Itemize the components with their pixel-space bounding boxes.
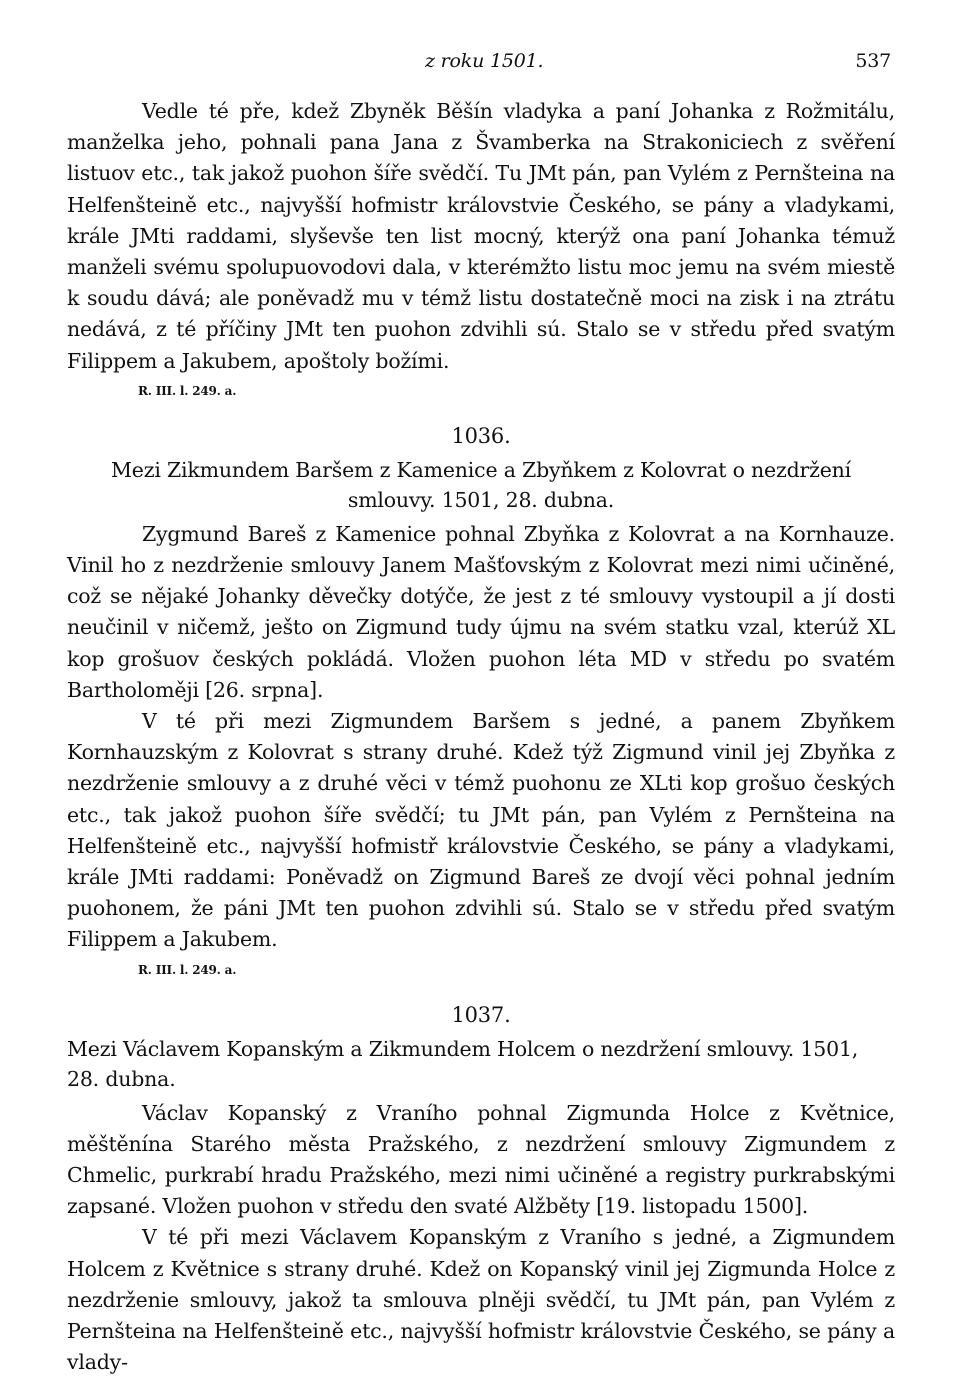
entry-paragraph: V té při mezi Václavem Kopanským z Vraního s jedné, a Zigmundem Holcem z Květnice s strany druhé. Kdež on Kopanský vinil jej Zigmunda Holce z nezdrženie smlouvy, jakož ta smlouva plněji svědčí, tu JMt pán, pan Vylém z Pernšteina na Helfenšteině etc., najvyšší hofmistr královstvie Českého, se pány a vlady- <box>67 1225 895 1375</box>
archive-reference: R. III. l. 249. a. <box>138 962 237 977</box>
archive-reference: R. III. l. 249. a. <box>138 383 237 398</box>
entry-summary: Mezi Zikmundem Baršem z Kamenice a Zbyňkem z Kolovrat o nezdržení smlouvy. 1501, 28. dubna. <box>111 457 851 512</box>
intro-paragraph: Vedle té pře, kdež Zbyněk Běšín vladyka a paní Johanka z Rožmitálu, manželka jeho, pohnali pana Jana z Švamberka na Strakoniciech z svěření listuov etc., tak jakož puohon šíře svědčí. Tu JMt pán, pan Vylém z Pernšteina na Helfenšteině etc., najvyšší hofmistr královstvie Českého, se pány a vladykami, krále JMti raddami, slyševše ten list mocný, kterýž ona paní Johanka témuž manželi svému spolupuovodovi dala, v kterémžto listu moc jemu na svém miestě k soudu dává; ale poněvadž mu v témž listu dostatečně moci na zisk i na ztrátu nedává, z té příčiny JMt ten puohon zdvihli sú. Stalo se v středu před svatým Filippem a Jakubem, apoštoly božími. <box>67 99 895 373</box>
entry-paragraph: Zygmund Bareš z Kamenice pohnal Zbyňka z Kolovrat a na Kornhauze. Vinil ho z nezdrženie smlouvy Janem Mašťovským z Kolovrat mezi nimi učiněné, což se nějaké Johanky děvečky dotýče, že jest z té smlouvy vystoupil a jí dosti neučinil v ničemž, ješto on Zigmund tudy újmu na svém statku vzal, kterúž XL kop grošuov českých pokládá. Vložen puohon léta MD v středu po svatém Bartholoměji [26. srpna]. <box>67 521 895 702</box>
entry-paragraph: V té při mezi Zigmundem Baršem s jedné, a panem Zbyňkem Kornhauzským z Kolovrat s strany druhé. Kdež týž Zigmund vinil jej Zbyňka z nezdrženie smlouvy a z druhé věci v témž puohonu ze XLti kop grošuo českých etc., tak jakož puohon šíře svědčí; tu JMt pán, pan Vylém z Pernšteina na Helfenšteině etc., najvyšší hofmistř královstvie Českého, se pány a vladykami, krále JMti raddami: Poněvadž on Zigmund Bareš ze dvojí věci pohnal jedním puohonem, že páni JMt ten puohon zdvihli sú. Stalo se v středu před svatým Filippem a Jakubem. <box>67 709 895 952</box>
entry-paragraph: Václav Kopanský z Vraního pohnal Zigmunda Holce z Květnice, měštěnína Starého města Pražského, z nezdržení smlouvy Zigmundem z Chmelic, purkrabí hradu Pražského, mezi nimi učiněné a registry purkrabskými zapsané. Vložen puohon v středu den svaté Alžběty [19. listopadu 1500]. <box>67 1100 895 1219</box>
running-head: z roku 1501. <box>425 50 544 72</box>
page-number: 537 <box>855 50 891 72</box>
entry-number: 1037. <box>451 1002 511 1027</box>
entry-number: 1036. <box>451 423 511 448</box>
entry-summary: Mezi Václavem Kopanským a Zikmundem Holcem o nezdržení smlouvy. 1501, 28. dubna. <box>67 1036 859 1091</box>
page-header <box>0 50 960 80</box>
page-body <box>67 96 895 1379</box>
